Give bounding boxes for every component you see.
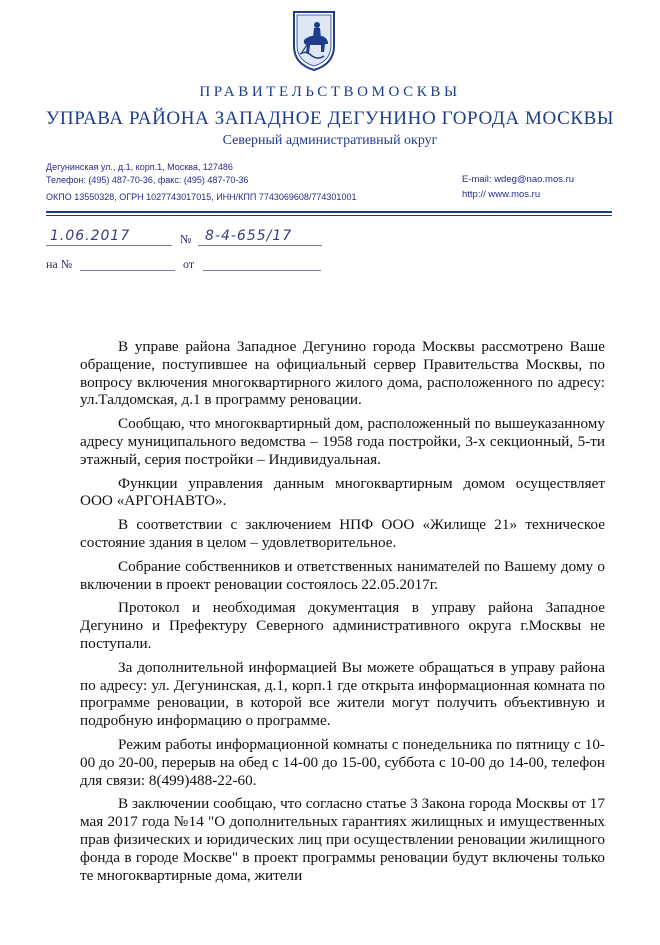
date-blank <box>46 245 172 246</box>
paragraph: Протокол и необходимая документация в управу района Западное Дегунино и Префектуру Северного административного округа г.Москвы не поступали. <box>80 599 605 652</box>
phone-line: Телефон: (495) 487-70-36, факс: (495) 487-70-36 <box>46 175 249 185</box>
paragraph: За дополнительной информацией Вы можете обращаться в управу района по адресу: ул. Дегунинская, д.1, корп.1 где открыта информационная комната по программе реновации, в которой все жители могут получить объективную и подробную информацию о программе. <box>80 658 605 730</box>
reply-to-label: на № <box>46 257 73 271</box>
reply-number-blank <box>80 270 175 271</box>
paragraph: В управе района Западное Дегунино города Москвы рассмотрено Ваше обращение, поступившее на официальный сервер Правительства Москвы, по вопросу включения многоквартирного жилого дома, расположенного по адресу: ул.Талдомская, д.1 в программу реновации. <box>80 338 605 409</box>
paragraph: Режим работы информационной комнаты с понедельника по пятницу с 10-00 до 20-00, перерыв на обед с 14-00 до 15-00, суббота с 10-00 до 14-00, телефон для связи: 8(499)488-22-60. <box>80 735 605 789</box>
government-title: ПРАВИТЕЛЬСТВОМОСКВЫ <box>199 84 461 100</box>
contact-block <box>46 161 356 204</box>
number-blank <box>198 245 322 246</box>
registration-date: 1.06.2017 <box>50 228 131 244</box>
paragraph: Функции управления данным многоквартирным домом осуществляет ООО «АРГОНАВТО». <box>80 474 605 510</box>
letter-body <box>80 338 605 884</box>
site-line: http:// www.mos.ru <box>462 189 541 200</box>
reply-date-blank <box>203 270 321 271</box>
paragraph: Сообщаю, что многоквартирный дом, расположенный по вышеуказанному адресу муниципального ведомства – 1958 года постройки, 3-х секционный, 5-ти этажный, серия постройки – Индивидуальная. <box>80 415 605 468</box>
paragraph: В соответствии с заключением НПФ ООО «Жилище 21» техническое состояние здания в целом – удовлетворительное. <box>80 516 605 551</box>
header-rule-thick <box>46 211 612 213</box>
from-label: от <box>183 257 195 271</box>
uprava-title: УПРАВА РАЙОНА ЗАПАДНОЕ ДЕГУНИНО ГОРОДА МОСКВЫ <box>45 108 615 129</box>
header-rule-thin <box>46 215 612 216</box>
codes-line: ОКПО 13550328, ОГРН 1027743017015, ИНН/КПП 7743069608/774301001 <box>46 192 357 202</box>
paragraph: Собрание собственников и ответственных нанимателей по Вашему дому о включении в проект реновации состоялось 22.05.2017г. <box>80 557 605 593</box>
paragraph: В заключении сообщаю, что согласно статье 3 Закона города Москвы от 17 мая 2017 года №14 "О дополнительных гарантиях жилищных и имущественных прав физических и юридических лиц при осуществлении реновации жилищного фонда в городе Москве" в проект программы реновации будут включены только те многоквартирные дома, жители <box>80 795 605 884</box>
moscow-coat-of-arms-icon <box>290 8 338 72</box>
okrug-subtitle: Северный административный округ <box>222 133 438 148</box>
address-line: Дегунинская ул., д.1, корп.1, Москва, 127486 <box>46 162 233 172</box>
number-label: № <box>180 232 192 246</box>
email-line: E-mail: wdeg@nao.mos.ru <box>462 174 575 185</box>
web-contacts <box>462 172 574 202</box>
registration-number: 8-4-655/17 <box>205 228 293 244</box>
